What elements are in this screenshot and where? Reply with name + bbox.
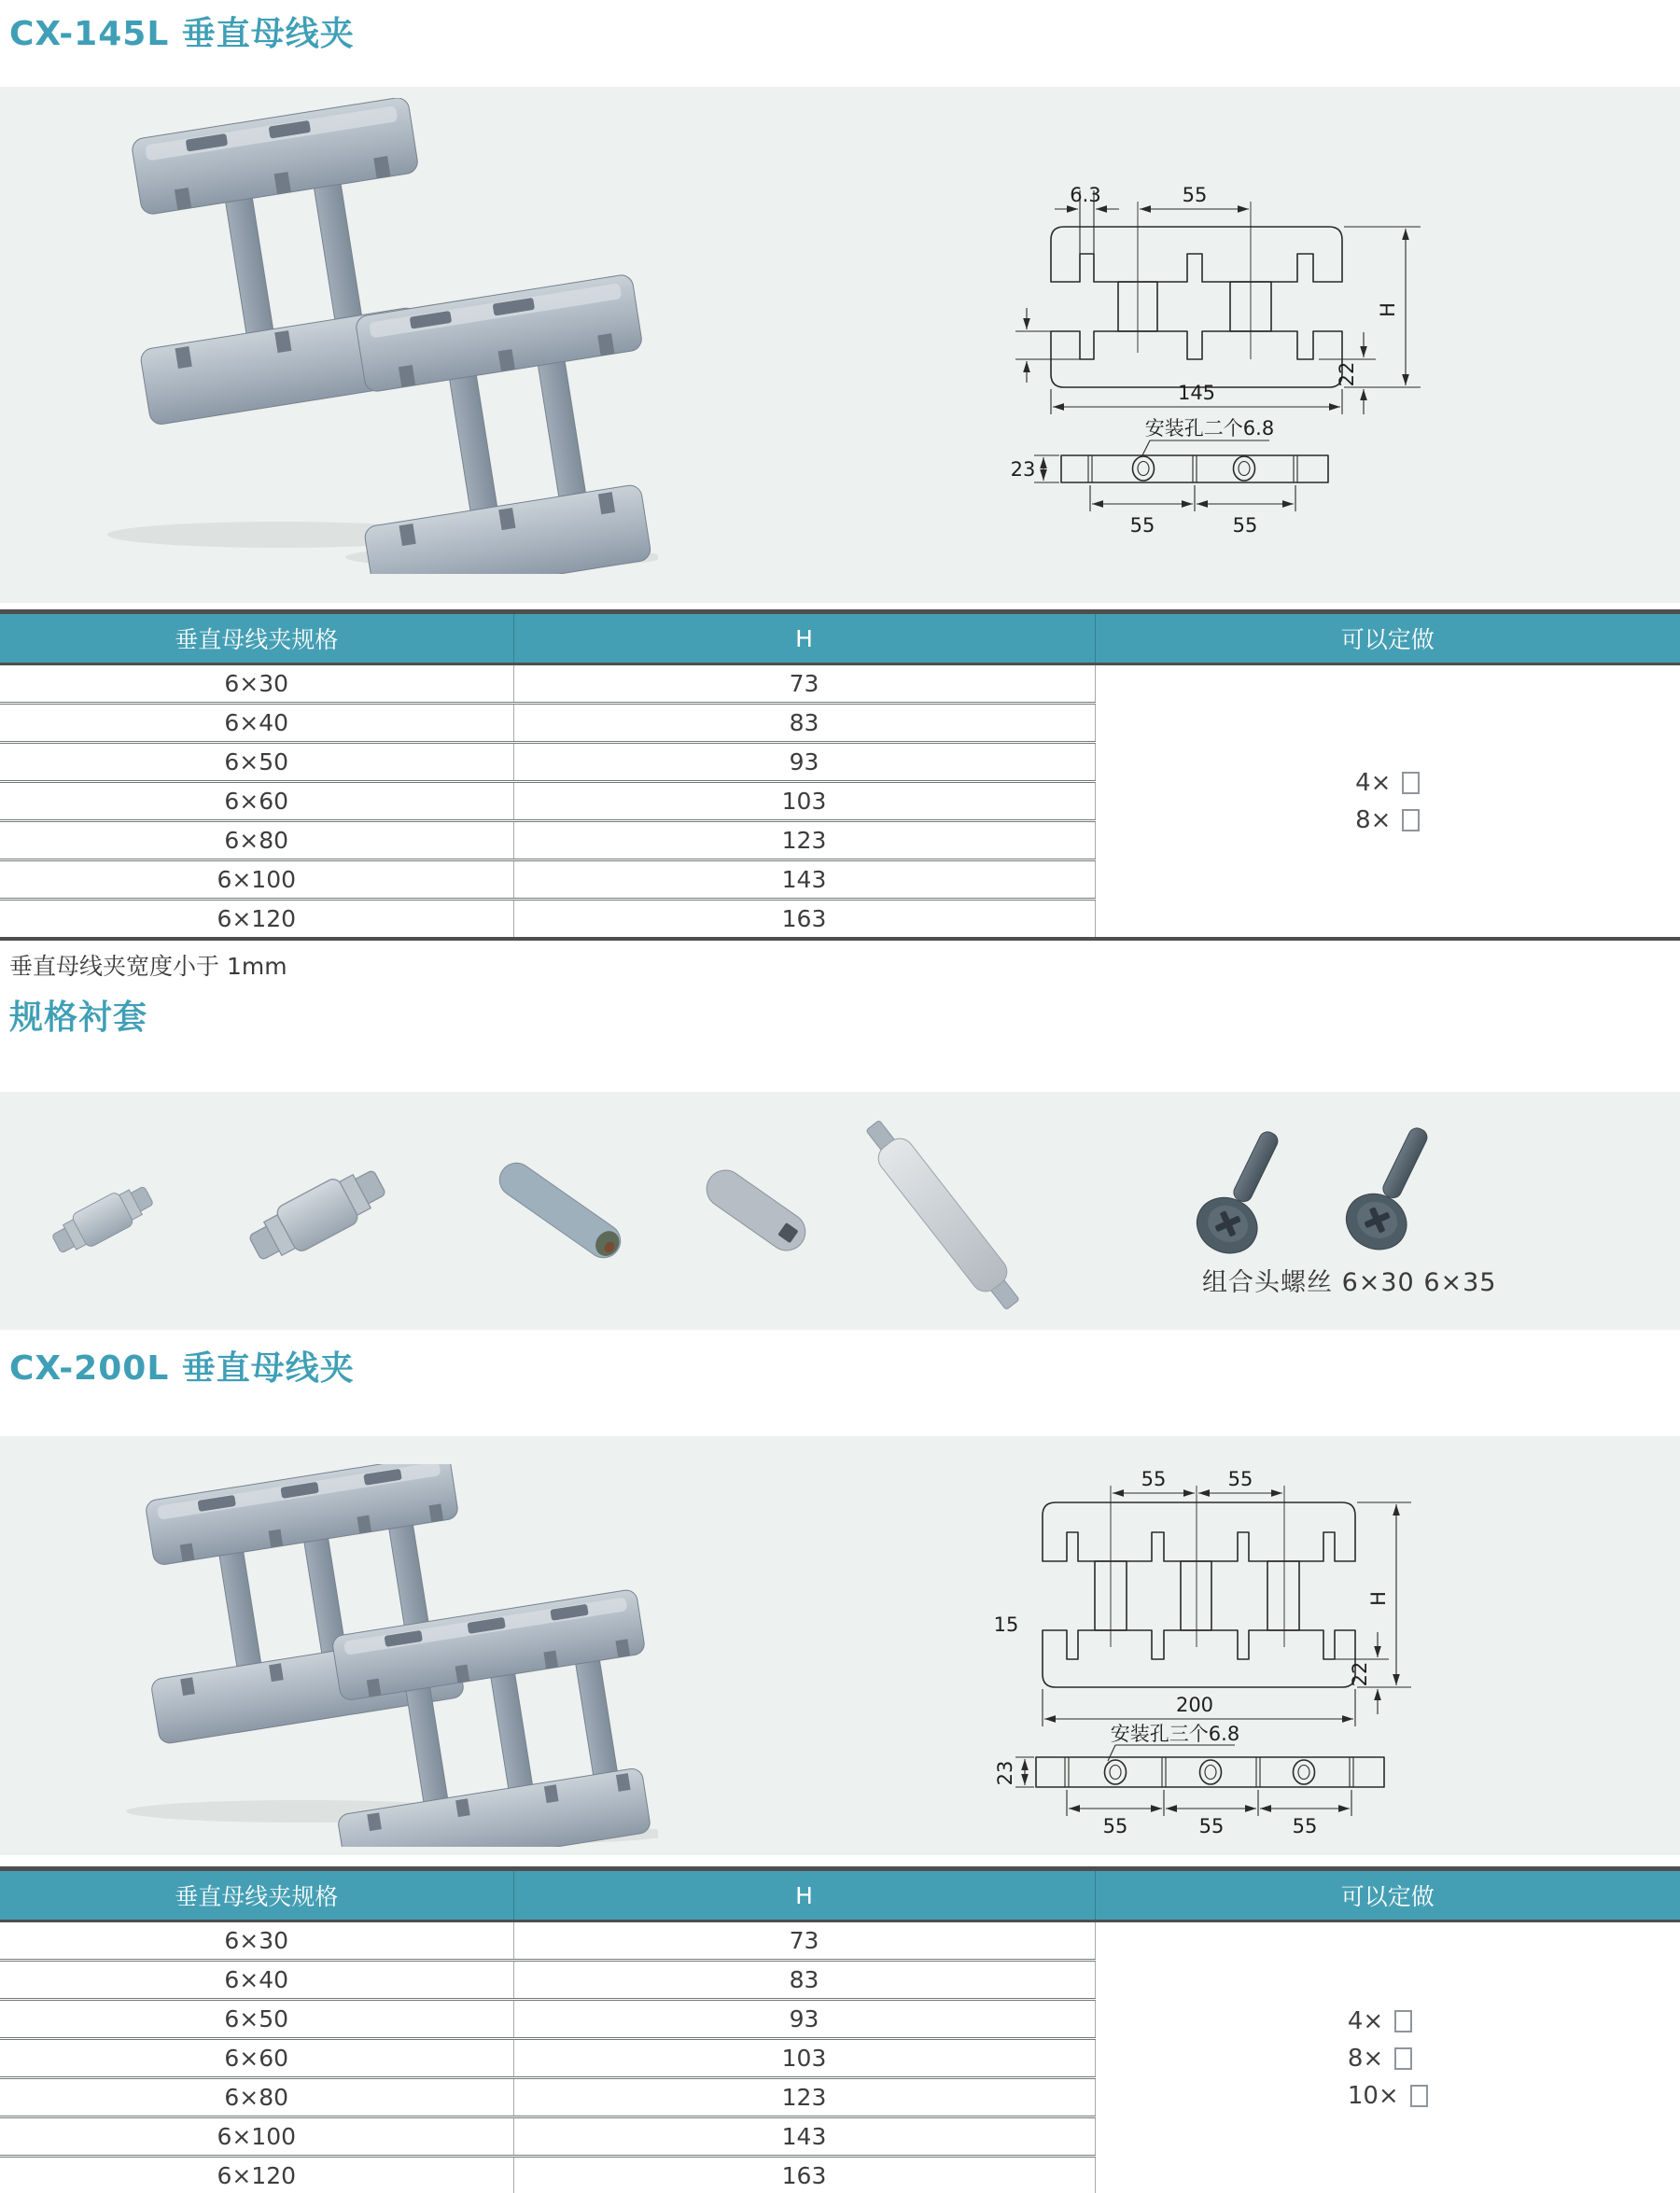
dim-label-total-width: 145 [1177, 382, 1216, 404]
dim-label-total-width: 200 [1175, 1694, 1214, 1716]
section-title-bushings: 规格衬套 [9, 999, 148, 1037]
screw-caption: 组合头螺丝 6×30 6×35 [1202, 1268, 1497, 1297]
col-header-h: H [513, 1869, 1095, 1921]
product-photo-cx200l [89, 1464, 658, 1847]
product-photo-cx145l [79, 98, 658, 574]
cell-h: 163 [513, 900, 1095, 940]
cell-spec: 6×100 [0, 860, 513, 900]
dim-label-hole-pitch-1: 55 [1102, 1815, 1128, 1837]
dim-label-hole-pitch-2: 55 [1232, 514, 1258, 537]
cell-h: 83 [513, 704, 1095, 743]
technical-drawing-cx200l [971, 1446, 1437, 1838]
bushing-photo-5 [858, 1114, 1028, 1317]
cell-spec: 6×30 [0, 1921, 513, 1961]
table-row [0, 1921, 1680, 1961]
cell-custom-options [1095, 1921, 1680, 2193]
cell-custom-options [1095, 664, 1680, 940]
screw-photo-2 [1337, 1120, 1449, 1260]
spec-table-cx145l [0, 609, 1680, 941]
col-header-spec: 垂直母线夹规格 [0, 612, 513, 664]
screw-photos [1159, 1120, 1477, 1283]
cell-h: 103 [513, 2039, 1095, 2078]
cell-spec: 6×40 [0, 704, 513, 743]
cell-spec: 6×120 [0, 2157, 513, 2193]
col-header-custom: 可以定做 [1095, 1869, 1680, 1921]
cell-h: 123 [513, 2078, 1095, 2117]
dim-label-hole-pitch-2: 55 [1198, 1815, 1225, 1837]
dim-label-foot: 22 [1336, 361, 1358, 387]
cell-spec: 6×120 [0, 900, 513, 940]
table-row [0, 664, 1680, 704]
cell-h: 83 [513, 1961, 1095, 2000]
dim-label-bar-height: 23 [994, 1760, 1016, 1786]
technical-drawing-cx145l [1008, 140, 1531, 579]
table-header-row [0, 612, 1680, 664]
bushing-photo-4 [699, 1163, 812, 1258]
cell-h: 103 [513, 782, 1095, 821]
clamp-render-2 [330, 273, 658, 574]
cell-h: 93 [513, 2000, 1095, 2039]
bushing-photo-1 [48, 1179, 158, 1261]
cell-h: 73 [513, 1921, 1095, 1961]
dim-label-slot-width: 6.3 [1070, 184, 1101, 206]
cell-spec: 6×60 [0, 782, 513, 821]
col-header-spec: 垂直母线夹规格 [0, 1869, 513, 1921]
product-panel-cx200l [0, 1436, 1680, 1855]
cell-h: 143 [513, 860, 1095, 900]
col-header-custom: 可以定做 [1095, 612, 1680, 664]
cell-spec: 6×40 [0, 1961, 513, 2000]
dim-label-hole-pitch-1: 55 [1129, 514, 1155, 537]
bushing-photos [19, 1112, 1083, 1318]
custom-option: 10× [1348, 2082, 1428, 2110]
cell-spec: 6×50 [0, 2000, 513, 2039]
cell-h: 73 [513, 664, 1095, 704]
page-title-cx145l: CX-145L 垂直母线夹 [9, 15, 355, 53]
dim-label-pitch-1: 55 [1141, 1468, 1167, 1490]
custom-option: 4× [1348, 2007, 1428, 2035]
custom-option: 8× [1348, 2045, 1428, 2073]
col-header-h: H [513, 612, 1095, 664]
custom-option: 4× [1355, 769, 1420, 797]
cell-spec: 6×30 [0, 664, 513, 704]
placeholder-box-icon [1394, 2010, 1412, 2032]
dim-label-bar-height: 23 [1010, 458, 1036, 481]
table-header-row [0, 1869, 1680, 1921]
dim-label-foot: 22 [1349, 1661, 1371, 1687]
placeholder-box-icon [1394, 2047, 1412, 2070]
dim-label-pitch: 55 [1182, 184, 1208, 206]
cell-spec: 6×80 [0, 2078, 513, 2117]
cell-spec: 6×100 [0, 2117, 513, 2157]
cell-h: 143 [513, 2117, 1095, 2157]
width-note: 垂直母线夹宽度小于 1mm [9, 953, 287, 980]
spec-table-cx200l [0, 1866, 1680, 2193]
placeholder-box-icon [1402, 809, 1420, 831]
dim-label-hole-pitch-3: 55 [1292, 1815, 1318, 1837]
dim-label-height: H [1377, 302, 1399, 317]
dim-label-height: H [1367, 1591, 1390, 1606]
cell-spec: 6×80 [0, 821, 513, 860]
dim-label-left: 15 [993, 1613, 1019, 1636]
placeholder-box-icon [1410, 2085, 1428, 2107]
placeholder-box-icon [1402, 772, 1420, 794]
screw-photo-1 [1187, 1120, 1299, 1264]
bushing-photo-3 [493, 1156, 627, 1264]
bushing-photo-2 [244, 1160, 392, 1271]
hole-note-label: 安装孔二个6.8 [1144, 417, 1275, 440]
cell-h: 93 [513, 743, 1095, 782]
cell-spec: 6×50 [0, 743, 513, 782]
product-panel-cx145l [0, 87, 1680, 603]
hole-note-label: 安装孔三个6.8 [1110, 1723, 1240, 1745]
dim-label-pitch-2: 55 [1227, 1468, 1253, 1490]
cell-spec: 6×60 [0, 2039, 513, 2078]
page-title-cx200l: CX-200L 垂直母线夹 [9, 1349, 355, 1388]
cell-h: 123 [513, 821, 1095, 860]
custom-option: 8× [1355, 806, 1420, 834]
cell-h: 163 [513, 2157, 1095, 2193]
